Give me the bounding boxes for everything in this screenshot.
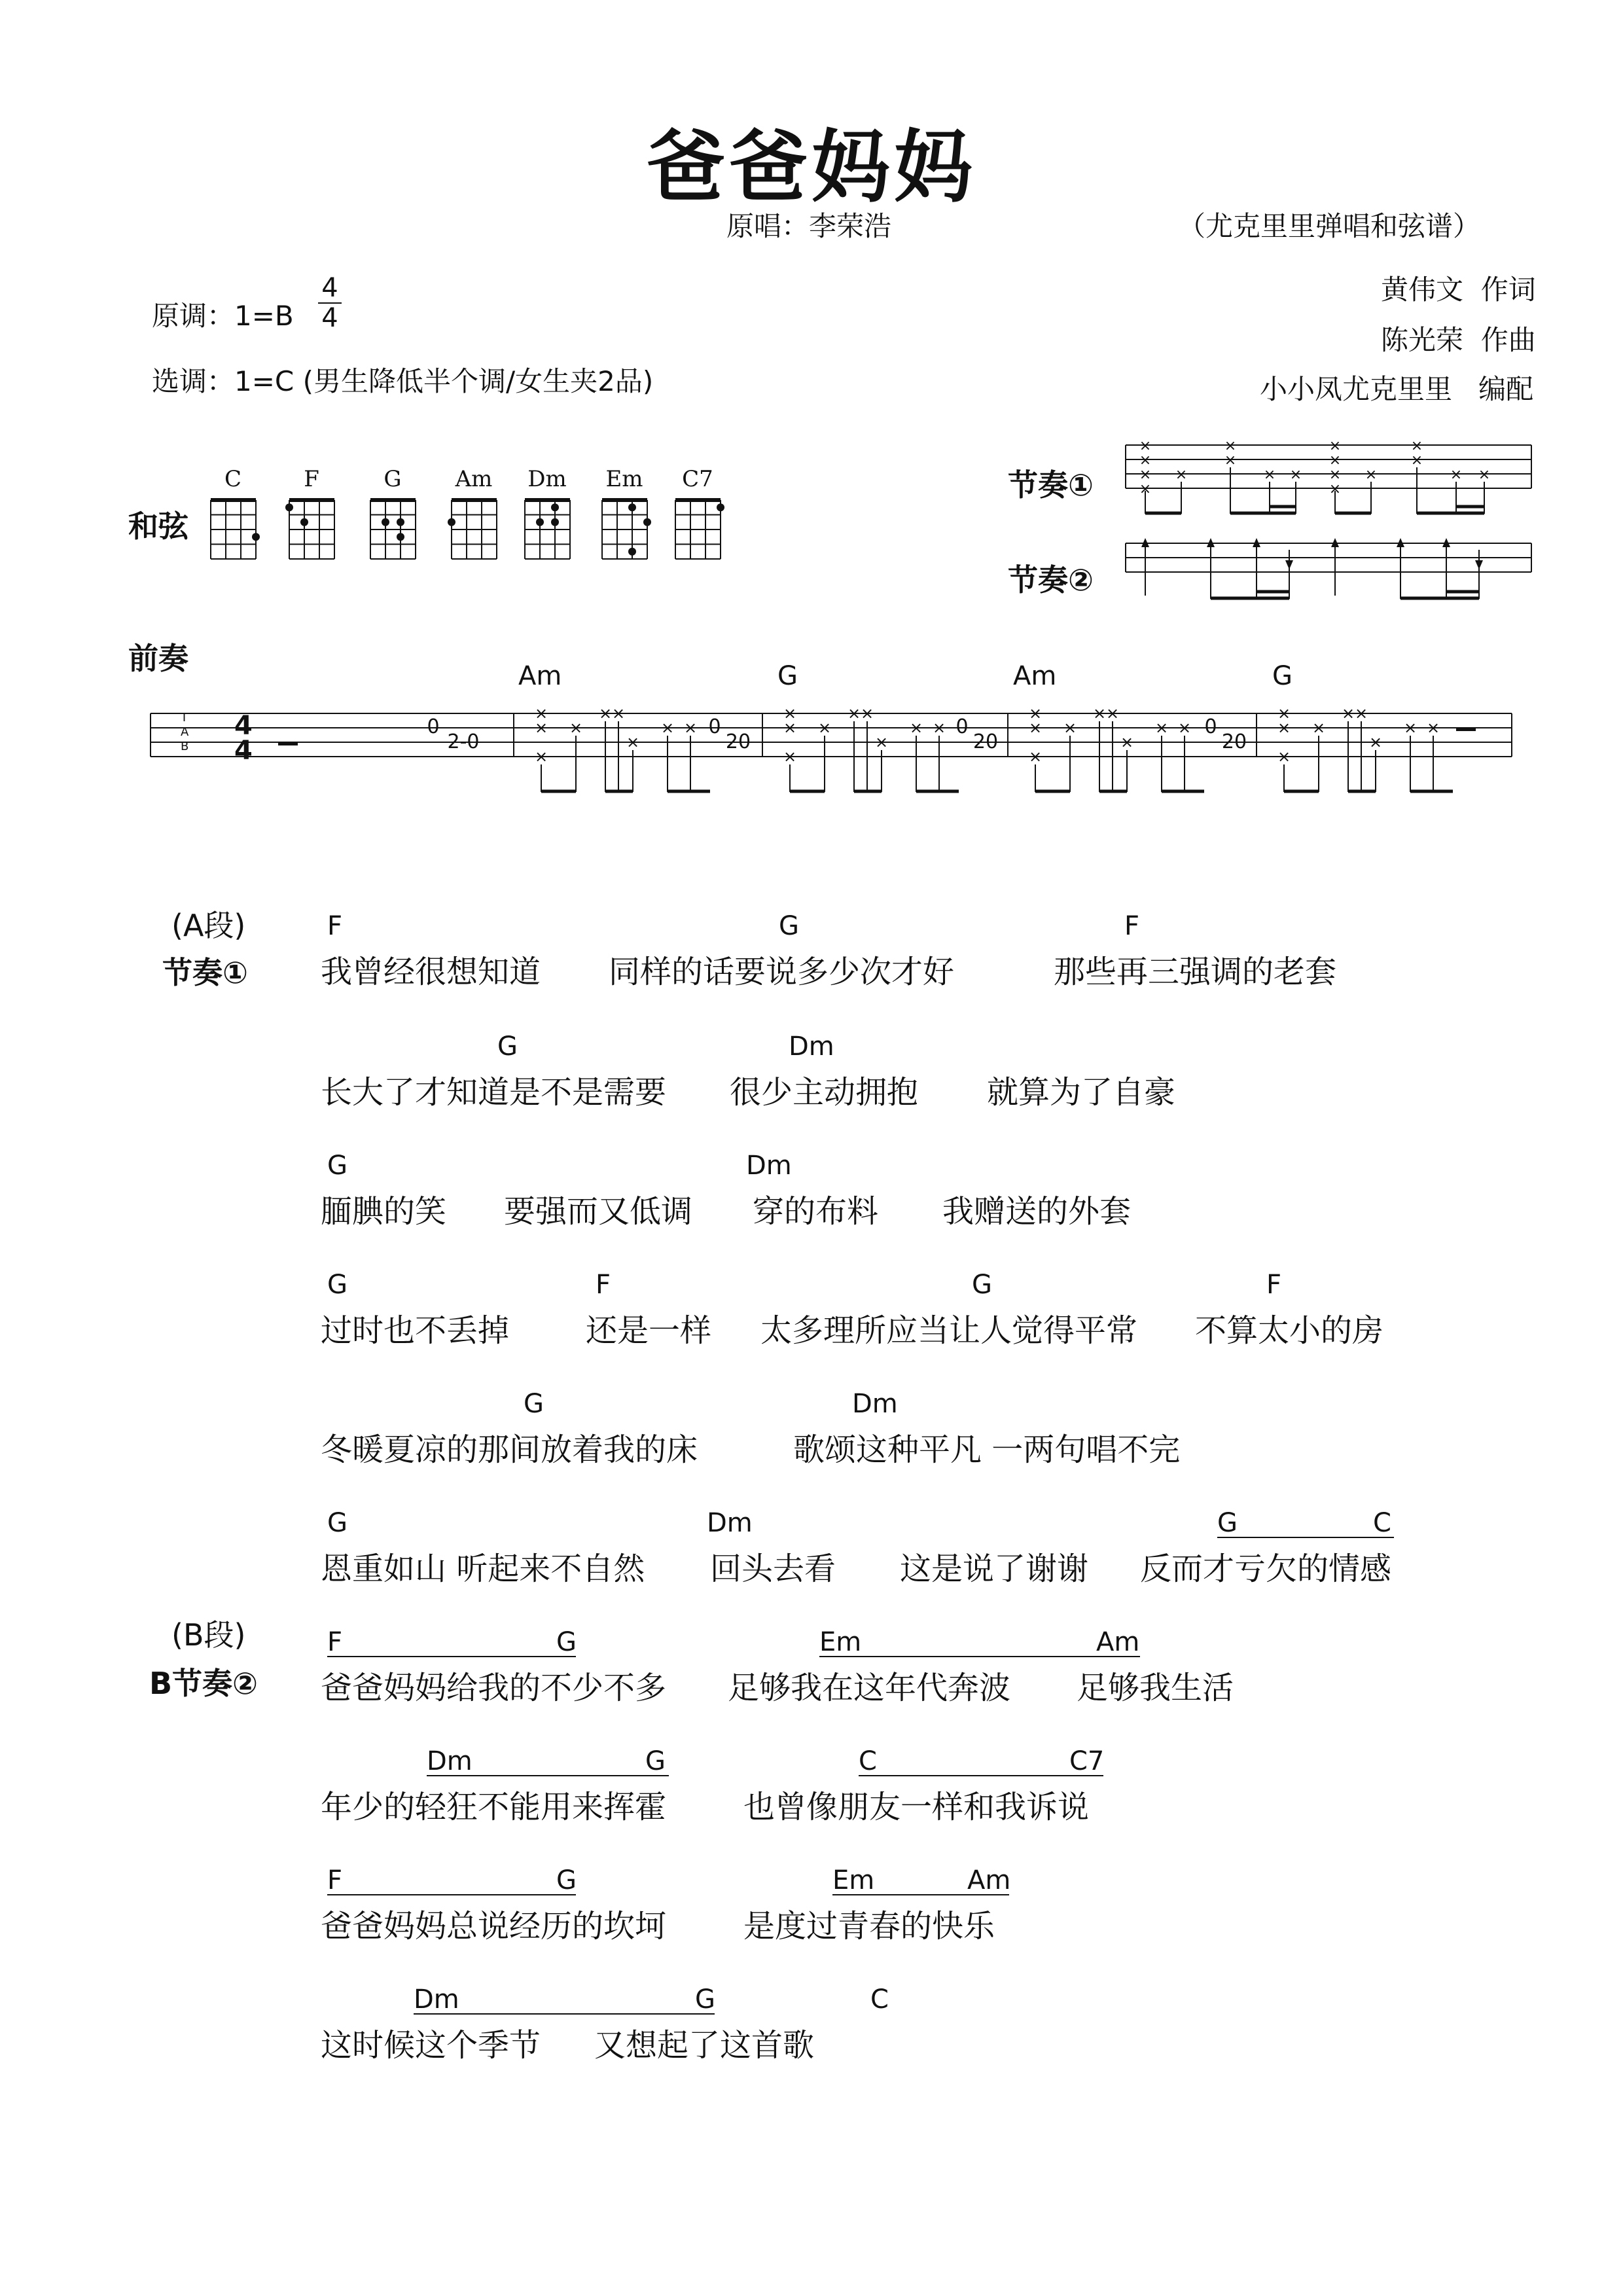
tab-x-mark: × bbox=[1341, 704, 1355, 723]
section-b-rhythm: B节奏② bbox=[149, 1666, 259, 1701]
svg-text:×: × bbox=[1139, 481, 1152, 497]
lyric: 这是说了谢谢 bbox=[900, 1551, 1089, 1587]
original-key: 原调：1=B bbox=[152, 300, 294, 332]
chord-diagram-name: Am bbox=[455, 466, 493, 492]
lyric: 爸爸妈妈总说经历的坎坷 bbox=[321, 1908, 667, 1945]
chord: G bbox=[556, 1865, 577, 1895]
pickup-number: 2-0 bbox=[447, 730, 480, 753]
chord: Am bbox=[967, 1865, 1011, 1895]
tab-x-mark: × bbox=[569, 719, 583, 737]
bar-number: 0 bbox=[708, 715, 721, 738]
tab-x-mark: × bbox=[1354, 704, 1368, 723]
svg-text:×: × bbox=[1139, 452, 1152, 469]
chords-label: 和弦 bbox=[128, 509, 188, 544]
chord: C bbox=[1373, 1508, 1391, 1538]
tab-x-mark: × bbox=[1028, 719, 1043, 737]
tab-x-mark: × bbox=[1277, 719, 1291, 737]
tab-x-mark: × bbox=[1028, 747, 1043, 766]
svg-text:×: × bbox=[1478, 467, 1491, 483]
svg-text:×: × bbox=[1364, 467, 1378, 483]
lyric: 不算太小的房 bbox=[1195, 1312, 1384, 1349]
section-b-label: (B段) bbox=[171, 1617, 246, 1653]
lyric: 我赠送的外套 bbox=[942, 1193, 1132, 1230]
tab-x-mark: × bbox=[1028, 704, 1043, 723]
rhythm-1-label: 节奏① bbox=[1008, 467, 1094, 503]
lyric: 也曾像朋友一样和我诉说 bbox=[743, 1789, 1090, 1825]
svg-text:B: B bbox=[181, 740, 189, 753]
chord-diagram-name: Em bbox=[605, 466, 643, 492]
lyric: 回头去看 bbox=[710, 1551, 836, 1587]
lyric: 过时也不丢掉 bbox=[321, 1312, 510, 1349]
tab-x-mark: × bbox=[534, 747, 548, 766]
svg-text:×: × bbox=[1329, 481, 1342, 497]
svg-text:×: × bbox=[1263, 467, 1276, 483]
intro-chord-4: G bbox=[1272, 661, 1293, 691]
chord: G bbox=[972, 1270, 992, 1300]
section-a-rhythm: 节奏① bbox=[162, 955, 248, 990]
chord: C7 bbox=[1069, 1746, 1105, 1776]
chord: Dm bbox=[427, 1746, 473, 1776]
section-a-label: (A段) bbox=[171, 908, 246, 943]
svg-text:×: × bbox=[1410, 438, 1423, 454]
lyric: 反而才亏欠的情感 bbox=[1140, 1551, 1392, 1587]
tab-x-mark: × bbox=[1426, 719, 1440, 737]
chord: F bbox=[327, 1865, 343, 1895]
chord: Dm bbox=[852, 1389, 898, 1419]
chord-diagram-grid bbox=[369, 497, 418, 560]
lyric: 我曾经很想知道 bbox=[321, 954, 541, 990]
svg-text:×: × bbox=[1329, 452, 1342, 469]
chord: Em bbox=[832, 1865, 875, 1895]
lyric: 那些再三强调的老套 bbox=[1054, 954, 1337, 990]
intro-label: 前奏 bbox=[128, 641, 188, 676]
chord-diagram-name: Dm bbox=[527, 466, 567, 492]
chord: G bbox=[556, 1627, 577, 1657]
tab-x-mark: × bbox=[1092, 704, 1107, 723]
chord: Dm bbox=[789, 1031, 834, 1062]
source-note: （尤克里里弹唱和弦谱） bbox=[1178, 210, 1481, 242]
intro-chord-2: G bbox=[777, 661, 798, 691]
tab-x-mark: × bbox=[1177, 719, 1192, 737]
lyric: 爸爸妈妈给我的不少不多 bbox=[321, 1670, 667, 1706]
bar-number: 0 bbox=[1204, 715, 1217, 738]
chord: G bbox=[645, 1746, 666, 1776]
svg-text:×: × bbox=[1410, 452, 1423, 469]
tab-x-mark: × bbox=[1277, 704, 1291, 723]
svg-text:×: × bbox=[1139, 467, 1152, 483]
lyric: 是度过青春的快乐 bbox=[743, 1908, 995, 1945]
tab-x-mark: × bbox=[1311, 719, 1326, 737]
lyric: 还是一样 bbox=[586, 1312, 712, 1349]
tab-x-mark: × bbox=[534, 719, 548, 737]
tab-x-mark: × bbox=[598, 704, 613, 723]
tab-x-mark: × bbox=[932, 719, 946, 737]
credit-composer: 陈光荣 作曲 bbox=[1381, 324, 1536, 356]
rhythm-2-staff bbox=[1126, 530, 1531, 609]
lyric: 腼腆的笑 bbox=[321, 1193, 447, 1230]
chord: G bbox=[695, 1984, 715, 2015]
svg-text:×: × bbox=[1224, 452, 1237, 469]
chord: Am bbox=[1096, 1627, 1140, 1657]
rhythm-1-staff bbox=[1126, 432, 1531, 524]
tab-x-mark: × bbox=[1403, 719, 1418, 737]
svg-text:×: × bbox=[1329, 438, 1342, 454]
svg-text:×: × bbox=[1329, 467, 1342, 483]
chord: Em bbox=[819, 1627, 862, 1657]
lyric: 很少主动拥抱 bbox=[730, 1074, 919, 1111]
chord: G bbox=[327, 1270, 348, 1300]
tab-x-mark: × bbox=[783, 747, 797, 766]
singer: 原唱：李荣浩 bbox=[726, 210, 892, 242]
lyric: 太多理所应当让人觉得平常 bbox=[760, 1312, 1138, 1349]
lyric: 穿的布料 bbox=[753, 1193, 879, 1230]
chord-diagram-name: C bbox=[224, 466, 241, 492]
tab-x-mark: × bbox=[1277, 747, 1291, 766]
intro-chord-3: Am bbox=[1013, 661, 1057, 691]
chord: F bbox=[1266, 1270, 1282, 1300]
chord-diagram-grid bbox=[450, 497, 499, 560]
lyric: 同样的话要说多少次才好 bbox=[609, 954, 955, 990]
chord: G bbox=[497, 1031, 518, 1062]
svg-text:×: × bbox=[1139, 438, 1152, 454]
tab-x-mark: × bbox=[660, 719, 675, 737]
intro-tab-staff bbox=[151, 700, 1512, 831]
tab-x-mark: × bbox=[611, 704, 626, 723]
time-signature: 4 4 bbox=[318, 274, 342, 332]
chord: G bbox=[524, 1389, 544, 1419]
rhythm-2-label: 节奏② bbox=[1008, 562, 1094, 598]
chord: Dm bbox=[707, 1508, 753, 1538]
chord: G bbox=[1217, 1508, 1238, 1538]
song-title: 爸爸妈妈 bbox=[647, 122, 976, 213]
bar-number: 20 bbox=[972, 730, 999, 753]
tab-x-mark: × bbox=[909, 719, 923, 737]
chord-diagram-grid bbox=[524, 497, 572, 560]
chord-diagram-grid bbox=[288, 497, 336, 560]
tab-x-mark: × bbox=[683, 719, 698, 737]
tab-x-mark: × bbox=[1154, 719, 1169, 737]
lyric: 恩重如山 听起来不自然 bbox=[321, 1551, 645, 1587]
lyric: 冬暖夏凉的那间放着我的床 bbox=[321, 1431, 698, 1468]
chord: Dm bbox=[746, 1151, 792, 1181]
lyric: 就算为了自豪 bbox=[987, 1074, 1176, 1111]
svg-text:×: × bbox=[1289, 467, 1302, 483]
tab-x-mark: × bbox=[1105, 704, 1120, 723]
tab-x-mark: × bbox=[1368, 733, 1383, 751]
chord: F bbox=[1124, 911, 1140, 941]
chord-diagram-name: G bbox=[383, 466, 402, 492]
chord: C bbox=[870, 1984, 889, 2015]
svg-text:A: A bbox=[181, 725, 189, 739]
tab-x-mark: × bbox=[1120, 733, 1134, 751]
lyric: 这时候这个季节 bbox=[321, 2027, 541, 2064]
tab-x-mark: × bbox=[534, 704, 548, 723]
lyric: 歌颂这种平凡 一两句唱不完 bbox=[793, 1431, 1181, 1468]
tab-x-mark: × bbox=[626, 733, 640, 751]
chord: F bbox=[327, 911, 343, 941]
credit-arranger: 小小凤尤克里里 编配 bbox=[1260, 373, 1534, 405]
chord-diagram-name: F bbox=[304, 466, 319, 492]
credit-lyricist: 黄伟文 作词 bbox=[1381, 274, 1536, 306]
lyric: 长大了才知道是不是需要 bbox=[321, 1074, 667, 1111]
chord: F bbox=[327, 1627, 343, 1657]
bar-number: 0 bbox=[955, 715, 969, 738]
pickup-number: 0 bbox=[427, 715, 440, 738]
chord: G bbox=[327, 1151, 348, 1181]
chord-diagram-name: C7 bbox=[682, 466, 713, 492]
svg-text:×: × bbox=[1175, 467, 1188, 483]
svg-text:×: × bbox=[1224, 438, 1237, 454]
tab-x-mark: × bbox=[783, 704, 797, 723]
intro-chord-1: Am bbox=[518, 661, 562, 691]
selected-key: 选调：1=C (男生降低半个调/女生夹2品) bbox=[152, 365, 654, 397]
tab-x-mark: × bbox=[817, 719, 832, 737]
chord-diagram-grid bbox=[674, 497, 722, 560]
tab-x-mark: × bbox=[874, 733, 889, 751]
chord: G bbox=[779, 911, 799, 941]
tab-x-mark: × bbox=[860, 704, 874, 723]
tab-x-mark: × bbox=[847, 704, 861, 723]
chord: G bbox=[327, 1508, 348, 1538]
chord-diagram-grid bbox=[601, 497, 649, 560]
chord: F bbox=[596, 1270, 611, 1300]
chord: C bbox=[859, 1746, 877, 1776]
chord: Dm bbox=[414, 1984, 459, 2015]
lyric: 足够我在这年代奔波 bbox=[728, 1670, 1011, 1706]
bar-number: 20 bbox=[725, 730, 751, 753]
svg-text:T: T bbox=[181, 711, 188, 725]
tab-x-mark: × bbox=[783, 719, 797, 737]
chord-diagram-grid bbox=[209, 497, 258, 560]
svg-text:×: × bbox=[1450, 467, 1463, 483]
lyric: 足够我生活 bbox=[1077, 1670, 1234, 1706]
svg-text:4: 4 bbox=[234, 711, 253, 741]
tab-x-mark: × bbox=[1063, 719, 1077, 737]
lyric: 年少的轻狂不能用来挥霍 bbox=[321, 1789, 667, 1825]
lyric: 要强而又低调 bbox=[504, 1193, 693, 1230]
bar-number: 20 bbox=[1221, 730, 1247, 753]
lyric: 又想起了这首歌 bbox=[594, 2027, 815, 2064]
svg-text:4: 4 bbox=[234, 736, 253, 766]
